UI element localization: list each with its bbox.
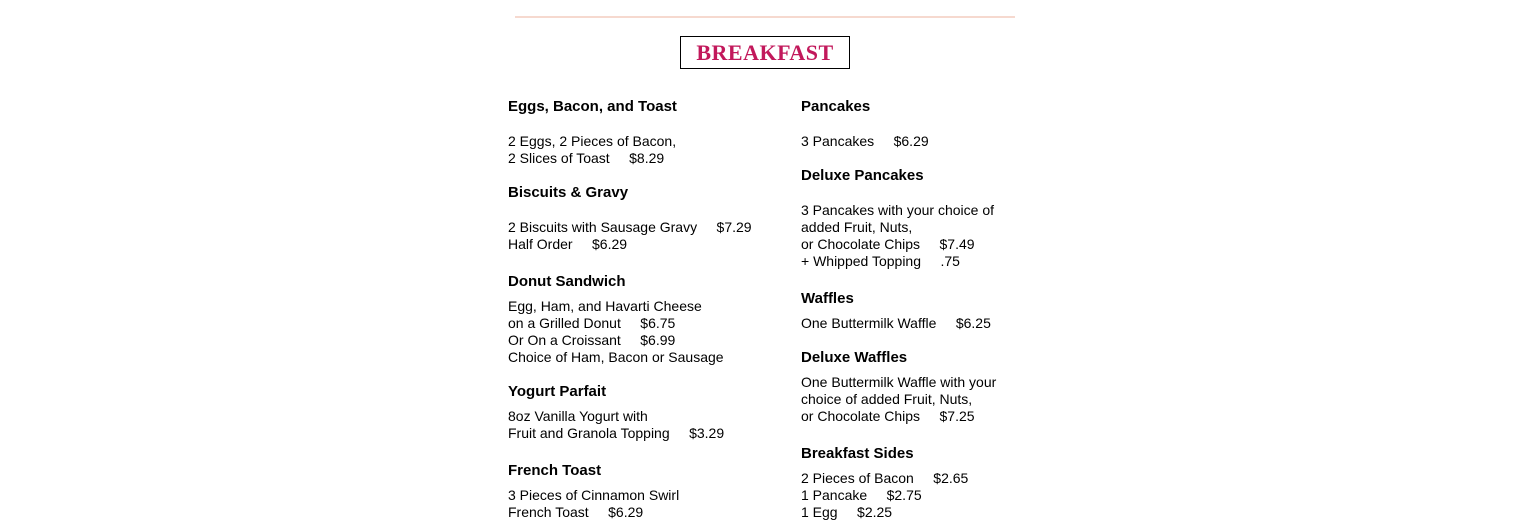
menu-item-line: 2 Biscuits with Sausage Gravy $7.29 (508, 219, 752, 235)
menu-item-line: 2 Slices of Toast $8.29 (508, 150, 665, 166)
menu-item-description (801, 315, 1091, 332)
menu-item-description (508, 133, 798, 167)
menu-item (801, 98, 1091, 150)
menu-item-title: French Toast (508, 462, 602, 479)
menu-item (508, 98, 798, 167)
menu-item-line: on a Grilled Donut $6.75 (508, 315, 676, 331)
menu-item-title: Donut Sandwich (508, 273, 626, 290)
menu-item-line: 2 Eggs, 2 Pieces of Bacon, (508, 133, 677, 149)
menu-item-description (801, 374, 1091, 425)
menu-item-description (508, 408, 798, 442)
menu-item-line: French Toast $6.29 (508, 504, 644, 520)
menu-item-description (508, 219, 798, 253)
menu-item (801, 167, 1091, 270)
menu-item (508, 383, 798, 442)
menu-item-line: Egg, Ham, and Havarti Cheese (508, 298, 702, 314)
menu-item-line: 3 Pancakes $6.29 (801, 133, 929, 149)
menu-item-line: Or On a Croissant $6.99 (508, 332, 676, 348)
menu-item-title: Deluxe Waffles (801, 349, 908, 366)
menu-item-line: + Whipped Topping .75 (801, 253, 960, 269)
menu-item-line: One Buttermilk Waffle with your (801, 374, 997, 390)
menu-item-line: added Fruit, Nuts, (801, 219, 913, 235)
menu-item-description (801, 202, 1091, 270)
menu-title-box (680, 36, 850, 69)
menu-item-line: One Buttermilk Waffle $6.25 (801, 315, 991, 331)
menu-item-line: 8oz Vanilla Yogurt with (508, 408, 648, 424)
menu-item (508, 184, 798, 253)
menu-item-line: 1 Egg $2.25 (801, 504, 893, 520)
menu-item-line: 3 Pieces of Cinnamon Swirl (508, 487, 680, 503)
menu-item (801, 349, 1091, 425)
menu-item-line: or Chocolate Chips $7.25 (801, 408, 975, 424)
menu-item-line: choice of added Fruit, Nuts, (801, 391, 973, 407)
menu-column-right (801, 98, 1091, 521)
menu-item-title: Biscuits & Gravy (508, 184, 629, 201)
menu-item (801, 445, 1091, 521)
menu-item-description (801, 470, 1091, 521)
menu-item-title: Pancakes (801, 98, 871, 115)
menu-item-title: Breakfast Sides (801, 445, 914, 462)
menu-item-description (801, 133, 1091, 150)
menu-item-line: 3 Pancakes with your choice of (801, 202, 994, 218)
menu-item-line: 2 Pieces of Bacon $2.65 (801, 470, 969, 486)
menu-item-title: Waffles (801, 290, 854, 307)
menu-item-line: 1 Pancake $2.75 (801, 487, 922, 503)
menu-item (508, 462, 798, 521)
menu-item-line: Half Order $6.29 (508, 236, 628, 252)
menu-title: BREAKFAST (696, 39, 834, 65)
menu-item-line: Fruit and Granola Topping $3.29 (508, 425, 725, 441)
menu-item (801, 290, 1091, 332)
menu-item (508, 273, 798, 366)
menu-item-title: Deluxe Pancakes (801, 167, 924, 184)
menu-item-line: Choice of Ham, Bacon or Sausage (508, 349, 724, 365)
menu-item-line: or Chocolate Chips $7.49 (801, 236, 975, 252)
menu-item-title: Yogurt Parfait (508, 383, 607, 400)
menu-item-description (508, 298, 798, 366)
menu-item-description (508, 487, 798, 521)
menu-item-title: Eggs, Bacon, and Toast (508, 98, 677, 115)
top-divider (515, 16, 1015, 18)
menu-column-left (508, 98, 798, 521)
